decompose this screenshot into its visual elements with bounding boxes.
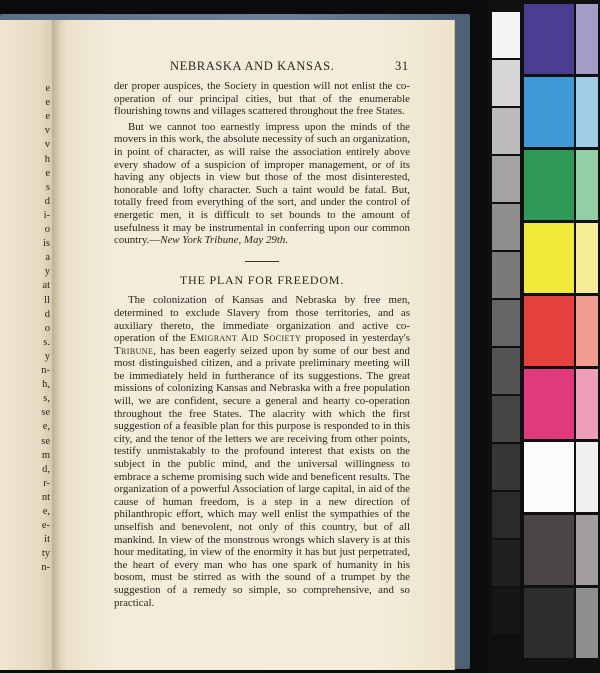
left-page-fragment: it	[44, 534, 50, 546]
left-page-fragment: n-	[41, 562, 50, 574]
text-block	[114, 80, 410, 609]
left-page-fragment: a	[45, 252, 50, 264]
left-page-fragment: e	[45, 97, 50, 109]
color-swatch	[524, 223, 574, 293]
paragraph-text: The colonization of Kansas and Nebraska by free men, determined to exclude Slavery from those territories, and as auxiliary thereto, the immediate organization and active co-operation of the	[114, 294, 410, 345]
left-page-fragment: s	[45, 181, 50, 193]
left-page-fragment: n-	[41, 365, 50, 376]
book-page	[66, 20, 454, 670]
page-number: 31	[395, 59, 409, 73]
left-page-fragment: d,	[42, 463, 50, 475]
color-swatch	[524, 150, 574, 220]
left-page-fragment: at	[42, 280, 50, 292]
left-page-fragment: se	[41, 435, 50, 447]
paragraph-text: But we cannot too earnestly impress upon the minds of the movers in this work, the absolute necessity of such an organization, in point of character, as will raise the association entirely above every shadow of a suspicion of improper management, or of its having any objects in view but those of the most disinterested, honorable and lofty character. Such a taint would be fatal. But, totally freed from everything of the sort, and under the control of energetic men, it is difficult to set bounds to the amount of usefulness it may be instrumental in conferring upon our common country.—	[114, 120, 410, 247]
gray-step	[492, 204, 520, 250]
left-page-fragment: o	[44, 322, 50, 334]
color-swatch	[524, 369, 574, 439]
left-page-fragment: ll	[44, 294, 50, 306]
color-swatch-tint	[576, 296, 598, 366]
left-page-fragment: s.	[43, 336, 50, 348]
color-swatch-tint	[576, 442, 598, 512]
left-page-fragment: se	[41, 407, 50, 419]
gray-step	[492, 156, 520, 202]
left-page-fragment: e-	[41, 520, 50, 532]
left-page-fragment: nt	[41, 491, 50, 503]
color-swatch-tint	[576, 150, 598, 220]
running-title: NEBRASKA AND KANSAS.	[170, 59, 335, 73]
left-page-fragment: o	[44, 224, 50, 235]
gray-step	[492, 252, 520, 298]
color-swatch-tint	[576, 4, 598, 74]
previous-page-edge	[0, 20, 56, 670]
running-head	[66, 59, 454, 75]
left-page-fragment: d	[44, 308, 50, 320]
color-swatch-tint	[576, 223, 598, 293]
left-page-fragment: h	[44, 153, 50, 165]
paragraph-text: , has been eagerly seized upon by some of our best and most distinguished citizen, and a private preliminary meeting will be immediately held in furtherance of its suggestions. The great missions of colonizing Kansas and Nebraska with a free population will, we are confident, secure a general and hearty co-operation throughout the free States. The alacrity with which the first suggestion of a feasible plan for this purpose is responded to in this city, and the tenor of the letters we are receiving from other points, testify unmistakably to the profound interest that exists on the subject in the public mind, and the universal willingness to embrace a scheme promising such wide and beneficent results. The organization of a powerful Association of large capital, in aid of the cause of human freedom, is a step in a new direction of philanthropic effort, which may well enlist the sympathies of the unselfish and benevolent, not only of this country, but of all mankind. In view of the monstrous wrongs which slavery is at this hour meditating, in view of the enormity it has but just perpetrated, the heart of every man who has one spark of humanity in his bosom, must be stirred as with the sound of a trumpet by the suggestion of a remedy so simple, so comprehensive, and so practical.	[114, 344, 410, 609]
left-page-fragment: e,	[42, 506, 50, 517]
section-heading: THE PLAN FOR FREEDOM.	[179, 272, 345, 287]
left-page-fragment: y	[44, 266, 50, 278]
left-page-fragment: i-	[43, 209, 50, 221]
gray-step	[492, 60, 520, 106]
gray-step	[492, 396, 520, 442]
gray-step	[492, 492, 520, 538]
newspaper-name: Tribune	[114, 344, 154, 357]
paragraph-plan	[114, 294, 410, 609]
color-swatch	[524, 588, 574, 658]
left-page-fragment: e,	[42, 421, 50, 433]
color-swatch-tint	[576, 369, 598, 439]
left-page-fragment: ty	[41, 548, 50, 560]
left-page-fragment: v	[44, 125, 50, 137]
left-page-fragment: v	[44, 139, 50, 151]
color-swatch	[524, 442, 574, 512]
paragraph-organization	[114, 121, 410, 247]
left-page-fragment: d	[44, 195, 50, 207]
section-divider	[245, 261, 279, 262]
left-page-fragment: y	[44, 350, 50, 362]
left-page-fragment: e	[45, 83, 50, 94]
color-swatch-tint	[576, 77, 598, 147]
paragraph-text: proposed in yesterday's	[301, 332, 410, 345]
color-swatch	[524, 77, 574, 147]
color-swatch	[524, 296, 574, 366]
gray-step	[492, 348, 520, 394]
color-swatch	[524, 4, 574, 74]
color-swatch-tint	[576, 588, 598, 658]
left-page-fragment: r-	[43, 477, 50, 489]
organization-name: Emigrant Aid Society	[189, 332, 302, 345]
paragraph-continued: der proper auspices, the Society in question will not enlist the co-operation of our principal cities, but that of the enumerable flourishing towns and villages scattered throughout the free States.	[114, 80, 410, 118]
gray-step	[492, 588, 520, 634]
color-calibration-strip	[488, 0, 600, 673]
left-page-fragment: is	[42, 238, 50, 250]
gray-step	[492, 108, 520, 154]
color-swatch	[524, 515, 574, 585]
gray-step	[492, 540, 520, 586]
gray-step	[492, 444, 520, 490]
left-page-fragment: e	[45, 111, 50, 123]
left-page-fragment: h,	[42, 379, 50, 391]
left-page-fragment: s,	[43, 393, 50, 405]
left-page-fragment: m	[41, 449, 50, 461]
left-page-fragment: e	[45, 167, 50, 179]
gray-step	[492, 12, 520, 58]
source-attribution: New York Tribune, May 29th.	[160, 234, 289, 247]
gray-step	[492, 300, 520, 346]
color-swatch-tint	[576, 515, 598, 585]
